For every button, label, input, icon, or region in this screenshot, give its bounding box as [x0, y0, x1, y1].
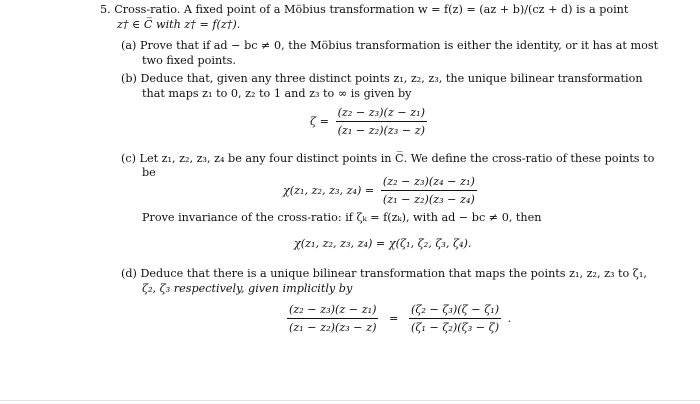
part-d-period: .: [507, 312, 512, 325]
problem-intro-line2: z† ∈ C̅ with z† = f(z†).: [117, 18, 241, 31]
part-c-line2: be: [142, 166, 156, 179]
part-c-line1: (c) Let z₁, z₂, z₃, z₄ be any four distinct points in C̅. We define the cross-ratio of these points to: [121, 152, 655, 165]
part-b-line1: (b) Deduce that, given any three distinct points z₁, z₂, z₃, the unique bilinear transformation: [121, 72, 643, 85]
part-b-eq-lhs: ζ =: [310, 115, 329, 128]
page-bottom-divider: [0, 400, 700, 401]
part-b-denominator: (z₁ − z₂)(z₃ − z): [337, 124, 426, 137]
part-d-line2: ζ₂, ζ₃ respectively, given implicitly by: [142, 282, 353, 295]
part-c-line3: Prove invariance of the cross-ratio: if ζₖ = f(zₖ), with ad − bc ≠ 0, then: [142, 211, 542, 224]
part-d-left-fraction: [287, 302, 378, 335]
part-d-equals: =: [389, 312, 399, 325]
problem-intro-line1: 5. Cross-ratio. A fixed point of a Möbius transformation w = f(z) = (az + b)/(cz + d) is a point: [100, 3, 629, 16]
part-d-line1: (d) Deduce that there is a unique bilinear transformation that maps the points z₁, z₂, z₃ to ζ₁,: [121, 267, 647, 280]
cross-ratio-definition: [283, 174, 480, 207]
cross-ratio-fraction: [381, 174, 477, 207]
part-b-numerator: (z₂ − z₃)(z − z₁): [336, 105, 427, 122]
part-d-right-denominator: (ζ₁ − ζ₂)(ζ₃ − ζ): [410, 321, 500, 334]
part-b-line2: that maps z₁ to 0, z₂ to 1 and z₃ to ∞ is given by: [142, 87, 412, 100]
part-d-equation: [284, 302, 515, 335]
part-d-left-denominator: (z₁ − z₂)(z₃ − z): [289, 321, 377, 334]
cross-ratio-numerator: (z₂ − z₃)(z₄ − z₁): [381, 174, 477, 191]
invariance-equation: χ(z₁, z₂, z₃, z₄) = χ(ζ₁, ζ₂, ζ₃, ζ₄).: [294, 237, 472, 250]
cross-ratio-denominator: (z₁ − z₂)(z₃ − z₄): [382, 193, 475, 206]
part-b-equation: [310, 105, 430, 138]
part-d-left-numerator: (z₂ − z₃)(z − z₁): [287, 302, 378, 319]
part-a-line2: two fixed points.: [142, 54, 236, 67]
part-d-right-numerator: (ζ₂ − ζ₃)(ζ − ζ₁): [409, 302, 501, 319]
cross-ratio-lhs: χ(z₁, z₂, z₃, z₄) =: [283, 184, 375, 197]
part-a-line1: (a) Prove that if ad − bc ≠ 0, the Möbius transformation is either the identity, or it has at most: [121, 39, 659, 52]
part-b-fraction: [336, 105, 427, 138]
part-d-right-fraction: [409, 302, 501, 335]
